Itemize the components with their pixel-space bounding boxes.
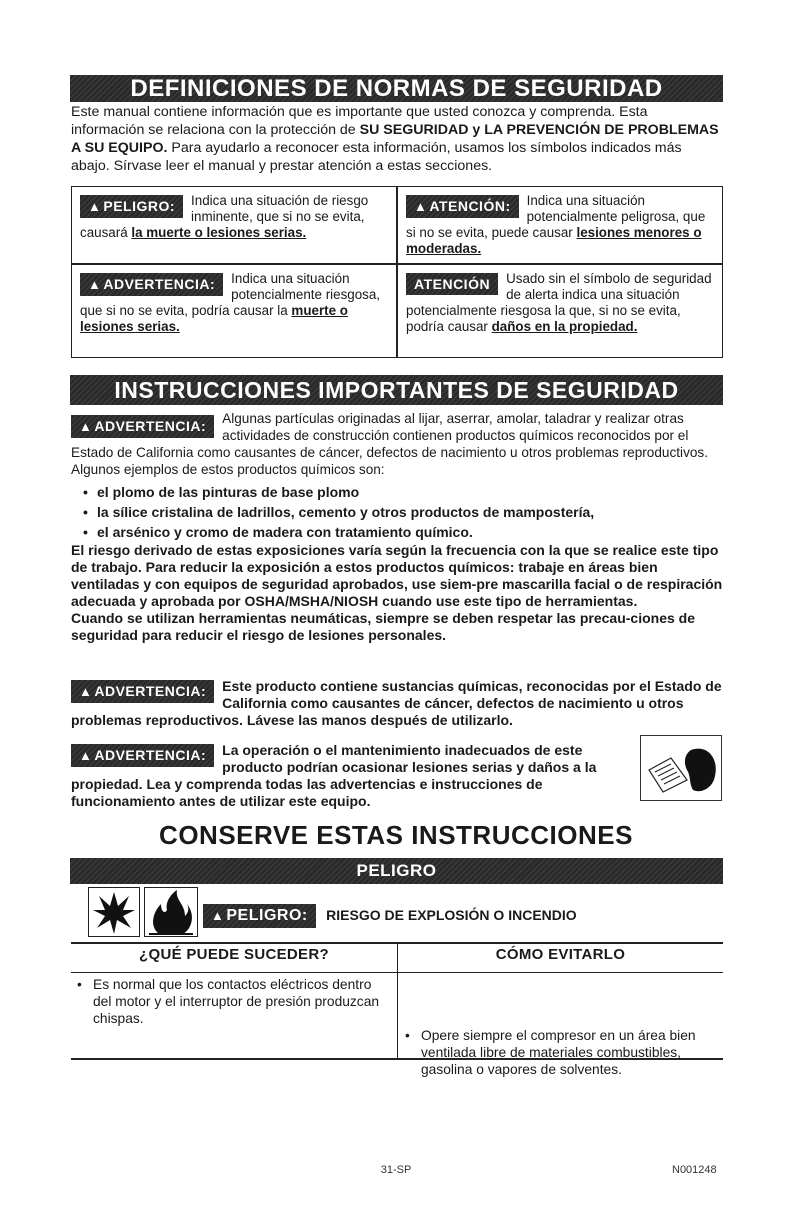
peligro-tag: ▲ PELIGRO: bbox=[80, 195, 183, 218]
list-item: • el arsénico y cromo de madera con tratamiento químico. bbox=[71, 522, 723, 542]
conserve-heading: CONSERVE ESTAS INSTRUCCIONES bbox=[159, 820, 633, 850]
fire-icon bbox=[144, 887, 198, 937]
title-banner-text: DEFINICIONES DE NORMAS DE SEGURIDAD bbox=[130, 75, 663, 102]
advertencia-tag-3: ▲ ADVERTENCIA: bbox=[71, 744, 214, 767]
def-peligro: ▲ PELIGRO: Indica una situación de riesgo inminente, que si no se evita, causará la muerte o lesiones serias. bbox=[80, 193, 369, 240]
pneumatic-paragraph: Cuando se utilizan herramientas neumáticas, siempre se deben respetar las precau-ciones de seguridad para reducir el riesgo de lesiones personales. bbox=[71, 610, 696, 643]
hazard-heading: ▲ PELIGRO: RIESGO DE EXPLOSIÓN O INCENDIO bbox=[203, 904, 577, 928]
list-item: • el plomo de las pinturas de base plomo bbox=[71, 482, 723, 502]
alert-triangle-icon: ▲ bbox=[79, 419, 93, 434]
title-banner bbox=[70, 75, 723, 102]
peligro-bar-text: PELIGRO bbox=[356, 861, 437, 880]
exposure-paragraph: El riesgo derivado de estas exposiciones varía según la frecuencia con la que se realice este tipo de trabajo. Para reducir la exposición a estos productos químicos: trabaje en áreas bien ventiladas y con equipos de seguridad aprobados, use siem-pre mascarilla facial o de respiración adecuada y aprobada por OSHA/MSHA/NIOSH cuando use este tipo de herramientas. bbox=[71, 542, 723, 609]
advertencia-tag-2: ▲ ADVERTENCIA: bbox=[71, 680, 214, 703]
list-item: • la sílice cristalina de ladrillos, cemento y otros productos de mampostería, bbox=[71, 502, 723, 522]
def-atencion-nosymbol: ATENCIÓN Usado sin el símbolo de seguridad de alerta indica una situación potencialmente riesgosa la que, si no se evita, podría causar daños en la propiedad. bbox=[406, 271, 712, 334]
alert-triangle-icon: ▲ bbox=[79, 748, 93, 763]
col-header-what: ¿QUÉ PUEDE SUCEDER? bbox=[139, 946, 329, 963]
instructions-banner bbox=[70, 375, 723, 405]
alert-triangle-icon: ▲ bbox=[88, 199, 102, 214]
def-atencion: ▲ ATENCIÓN: Indica una situación potencialmente peligrosa, que si no se evita, puede causar lesiones menores o moderadas. bbox=[406, 193, 706, 256]
intro-paragraph: Este manual contiene información que es importante que usted conozca y comprenda. Esta información se relaciona con la protección de SU SEGURIDAD y LA PREVENCIÓN DE PROBLEMAS A SU EQUIPO. Para ayudarlo a reconocer esta información, usamos los símbolos indicados más abajo. Sírvase leer el manual y prestar atención a estas secciones. bbox=[71, 104, 719, 174]
alert-triangle-icon: ▲ bbox=[211, 908, 225, 923]
col-header-how: CÓMO EVITARLO bbox=[495, 946, 626, 963]
alert-triangle-icon: ▲ bbox=[88, 277, 102, 292]
document-code: N001248 bbox=[672, 1164, 717, 1176]
explosion-icon bbox=[88, 887, 140, 937]
atencion-plain-tag: ATENCIÓN bbox=[406, 273, 498, 295]
peligro-bar bbox=[70, 858, 723, 884]
warning-block-2: ▲ ADVERTENCIA: Este producto contiene sustancias químicas, reconocidas por el Estado de California como causantes de cáncer, defectos de nacimiento u otros problemas reproductivos. Lávese las manos después de utilizarlo. bbox=[71, 678, 722, 728]
alert-triangle-icon: ▲ bbox=[414, 199, 428, 214]
peligro-tag-hazard: ▲ PELIGRO: bbox=[203, 904, 316, 928]
page-number: 31-SP bbox=[380, 1164, 412, 1176]
advertencia-tag: ▲ ADVERTENCIA: bbox=[80, 273, 223, 296]
col-text-what: • Es normal que los contactos eléctricos dentro del motor y el interruptor de presión produzcan chispas. bbox=[71, 976, 393, 1027]
col-text-how: • Opere siempre el compresor en un área bien ventilada libre de materiales combustibles, gasolina o vapores de solventes. bbox=[399, 1027, 721, 1078]
alert-triangle-icon: ▲ bbox=[79, 684, 93, 699]
definitions-table bbox=[71, 186, 723, 358]
warning-block-1: ▲ ADVERTENCIA: Algunas partículas originadas al lijar, aserrar, amolar, taladrar y realizar otras actividades de construcción contienen productos químicos reconocidos por el Estado de California como causantes de cáncer, defectos de nacimiento u otros problemas reproductivos. Algunos ejemplos de estos productos químicos son: • el plomo de las pinturas de base plomo • la sílice cristalina de ladrillos, cemento y otros productos de mampostería, • el arsénico y cromo de madera con tratamiento químico. El riesgo derivado de estas exposiciones varía según la frecuencia con la que se realice este tipo de trabajo. Para reducir la exposición a estos productos químicos: trabaje en áreas bien ventiladas y con equipos de seguridad aprobados, use siem-pre mascarilla facial o de respiración adecuada y aprobada por OSHA/MSHA/NIOSH cuando use este tipo de herramientas. Cuando se utilizan herramientas neumáticas, siempre se deben respetar las precau-ciones de seguridad para reducir el riesgo de lesiones personales. bbox=[71, 410, 723, 644]
atencion-tag: ▲ ATENCIÓN: bbox=[406, 195, 519, 218]
warning-block-3: ▲ ADVERTENCIA: La operación o el mantenimiento inadecuados de este producto podrían ocasionar lesiones serias y daños a la propiedad. Lea y comprenda todas las advertencias e instrucciones de funcionamiento antes de utilizar este equipo. bbox=[71, 742, 597, 809]
read-manual-icon bbox=[640, 735, 722, 801]
advertencia-tag-1: ▲ ADVERTENCIA: bbox=[71, 415, 214, 438]
def-advertencia: ▲ ADVERTENCIA: Indica una situación potencialmente riesgosa, que si no se evita, podría causar la muerte o lesiones serias. bbox=[80, 271, 381, 334]
instructions-banner-text: INSTRUCCIONES IMPORTANTES DE SEGURIDAD bbox=[114, 377, 679, 403]
hazard-table bbox=[71, 942, 723, 1077]
chemicals-list bbox=[71, 482, 723, 542]
